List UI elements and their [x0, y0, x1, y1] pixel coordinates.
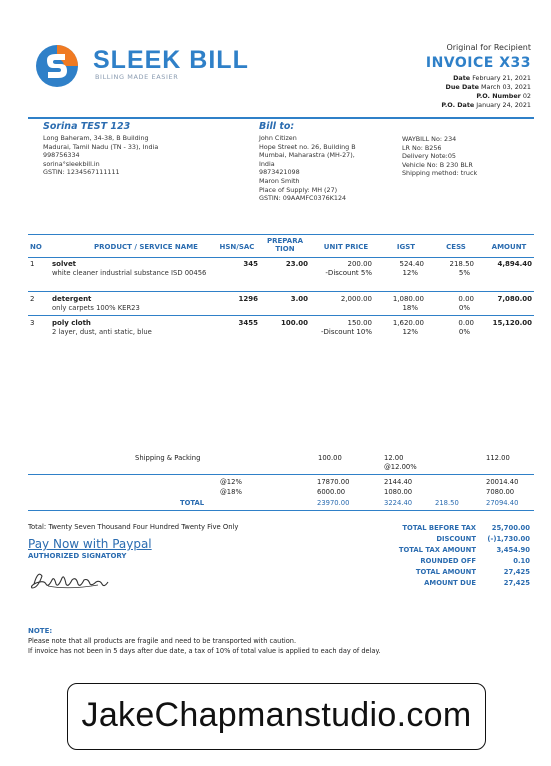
- row-hsn: 1296: [238, 295, 258, 303]
- tax-rate: @12%: [220, 478, 242, 486]
- row-no: 3: [30, 319, 35, 327]
- bill-to-block: [259, 121, 356, 203]
- meta-po-number: P.O. Number 02: [476, 92, 531, 100]
- shipping-total: 112.00: [486, 454, 510, 462]
- shipping-value: 100.00: [318, 454, 342, 462]
- row-cess: 0.00: [458, 295, 474, 303]
- row-cess-rate: 0%: [458, 304, 470, 312]
- total-before-tax-value: 25,700.00: [491, 524, 530, 532]
- total-tax-label: TOTAL TAX AMOUNT: [398, 546, 476, 554]
- row-amount: 15,120.00: [492, 319, 532, 327]
- row-cess-rate: 0%: [458, 328, 470, 336]
- totals-values: [476, 523, 530, 589]
- bill-to-line: GSTIN: 09AAMFC0376K124: [259, 194, 347, 203]
- row-product-desc: only carpets 100% KER23: [52, 304, 140, 312]
- watermark-text: JakeChapmanstudio.com: [81, 696, 472, 734]
- items-table-header: [28, 234, 534, 258]
- authorized-signatory: AUTHORIZED SIGNATORY: [28, 552, 127, 560]
- waybill-line: LR No: B256: [402, 143, 442, 152]
- summary-total-taxable: 23970.00: [317, 499, 350, 507]
- row-igst: 1,620.00: [392, 319, 424, 327]
- row-cess: 0.00: [458, 319, 474, 327]
- row-product-desc: 2 layer, dust, anti static, blue: [52, 328, 152, 336]
- discount-label: DISCOUNT: [436, 535, 476, 543]
- row-no: 2: [30, 295, 35, 303]
- col-unit-price: UNIT PRICE: [323, 243, 369, 251]
- shipping-label: Shipping & Packing: [135, 454, 201, 462]
- discount-value: (-)1,730.00: [487, 535, 530, 543]
- row-cess: 218.50: [449, 260, 474, 268]
- row-product-name: solvet: [52, 260, 77, 268]
- row-igst: 1,080.00: [392, 295, 424, 303]
- brand-name: SLEEK BILL: [93, 46, 249, 74]
- tax-igst: 2144.40: [384, 478, 413, 486]
- bill-to-line: India: [259, 159, 275, 168]
- shipping-tax: 12.00: [384, 454, 404, 462]
- bill-to-line: Hope Street no. 26, Building B: [259, 142, 356, 151]
- summary-divider-top: [28, 474, 534, 475]
- note-text: [28, 636, 381, 656]
- amount-due-label: AMOUNT DUE: [424, 579, 476, 587]
- meta-po-date: P.O. Date January 24, 2021: [441, 101, 531, 109]
- col-no: NO: [30, 243, 42, 251]
- header-divider: [28, 117, 534, 119]
- row-amount: 4,894.40: [497, 260, 532, 268]
- row-igst: 524.40: [399, 260, 424, 268]
- note-line: If invoice has not been in 5 days after due date, a tax of 10% of total value is applied to each day of delay.: [28, 647, 381, 655]
- summary-divider-bottom: [28, 510, 534, 511]
- brand-tagline: BILLING MADE EASIER: [95, 73, 179, 81]
- seller-block: [43, 121, 158, 177]
- table-row: [28, 259, 534, 292]
- tax-taxable: 6000.00: [317, 488, 346, 496]
- row-discount: -Discount 10%: [320, 328, 372, 336]
- row-preparation: 23.00: [285, 260, 308, 268]
- bill-to-line: 9873421098: [259, 168, 300, 177]
- tax-taxable: 17870.00: [317, 478, 350, 486]
- meta-date: Date February 21, 2021: [453, 74, 531, 82]
- seller-line: Madurai, Tamil Nadu (TN - 33), India: [43, 142, 159, 151]
- col-product: PRODUCT / SERVICE NAME: [94, 243, 198, 251]
- summary-total-total: 27094.40: [486, 499, 519, 507]
- seller-line: 998756334: [43, 151, 80, 160]
- total-before-tax-label: TOTAL BEFORE TAX: [402, 524, 476, 532]
- total-amount-label: TOTAL AMOUNT: [415, 568, 476, 576]
- pay-with-paypal-link[interactable]: Pay Now with Paypal: [28, 537, 152, 551]
- row-unit-price: 200.00: [347, 260, 372, 268]
- rounded-off-value: 0.10: [513, 557, 530, 565]
- totals-labels: [360, 523, 476, 589]
- col-hsn: HSN/SAC: [219, 243, 255, 251]
- bill-to-heading: Bill to:: [259, 121, 295, 132]
- col-igst: IGST: [396, 243, 416, 251]
- tax-total: 7080.00: [486, 488, 515, 496]
- seller-line: GSTIN: 1234567111111: [43, 168, 120, 177]
- row-amount: 7,080.00: [497, 295, 532, 303]
- waybill-line: Delivery Note:05: [402, 152, 456, 161]
- row-unit-price: 2,000.00: [340, 295, 372, 303]
- row-hsn: 345: [243, 260, 258, 268]
- row-preparation: 100.00: [280, 319, 308, 327]
- tax-total: 20014.40: [486, 478, 519, 486]
- bill-to-line: John Citizen: [259, 134, 297, 142]
- row-igst-rate: 18%: [402, 304, 418, 312]
- row-discount: -Discount 5%: [325, 269, 372, 277]
- table-row: [28, 293, 534, 316]
- row-cess-rate: 5%: [458, 269, 470, 277]
- seller-line: sorina°sleekbill.in: [43, 159, 100, 168]
- amount-due-value: 27,425: [503, 579, 530, 587]
- tax-rate: @18%: [220, 488, 242, 496]
- total-tax-value: 3,454.90: [496, 546, 530, 554]
- row-igst-rate: 12%: [402, 269, 418, 277]
- bill-to-line: Mumbai, Maharastra (MH-27),: [259, 151, 355, 160]
- note-heading: NOTE:: [28, 627, 53, 635]
- tax-igst: 1080.00: [384, 488, 413, 496]
- bill-to-line: Place of Supply: MH (27): [259, 185, 338, 194]
- row-hsn: 3455: [238, 319, 258, 327]
- seller-name: Sorina TEST 123: [43, 121, 131, 132]
- row-no: 1: [30, 260, 35, 268]
- waybill-line: Shipping method: truck: [402, 169, 478, 178]
- note-line: Please note that all products are fragile and need to be transported with caution.: [28, 637, 297, 645]
- rounded-off-label: ROUNDED OFF: [420, 557, 476, 565]
- waybill-block: [402, 135, 477, 178]
- sleekbill-logo-icon: [34, 43, 80, 89]
- total-in-words: Total: Twenty Seven Thousand Four Hundred Twenty Five Only: [28, 523, 239, 531]
- row-igst-rate: 12%: [402, 328, 418, 336]
- col-amount: AMOUNT: [491, 243, 527, 251]
- invoice-meta: [441, 74, 531, 110]
- invoice-title: INVOICE X33: [425, 55, 531, 71]
- summary-total-label: TOTAL: [180, 499, 205, 507]
- shipping-tax-rate: @12.00%: [384, 463, 417, 471]
- col-preparation: PREPARA TION: [266, 237, 303, 253]
- waybill-line: Vehicle No: B 230 BLR: [402, 160, 473, 169]
- row-product-desc: white cleaner industrial substance ISD 00456: [52, 269, 207, 277]
- row-unit-price: 150.00: [347, 319, 372, 327]
- row-product-name: detergent: [52, 295, 92, 303]
- meta-due-date: Due Date March 03, 2021: [445, 83, 531, 91]
- waybill-line: WAYBILL No: 234: [402, 135, 457, 143]
- row-preparation: 3.00: [290, 295, 308, 303]
- seller-line: Long Baheram, 34-38, B Building: [43, 134, 149, 142]
- bill-to-line: Maron Smith: [259, 176, 300, 185]
- table-row: [28, 317, 534, 340]
- col-cess: CESS: [446, 243, 466, 251]
- copy-label: Original for Recipient: [446, 43, 531, 52]
- signature-image: [28, 566, 118, 594]
- summary-total-cess: 218.50: [435, 499, 459, 507]
- total-amount-value: 27,425: [503, 568, 530, 576]
- row-product-name: poly cloth: [52, 319, 91, 327]
- summary-total-igst: 3224.40: [384, 499, 413, 507]
